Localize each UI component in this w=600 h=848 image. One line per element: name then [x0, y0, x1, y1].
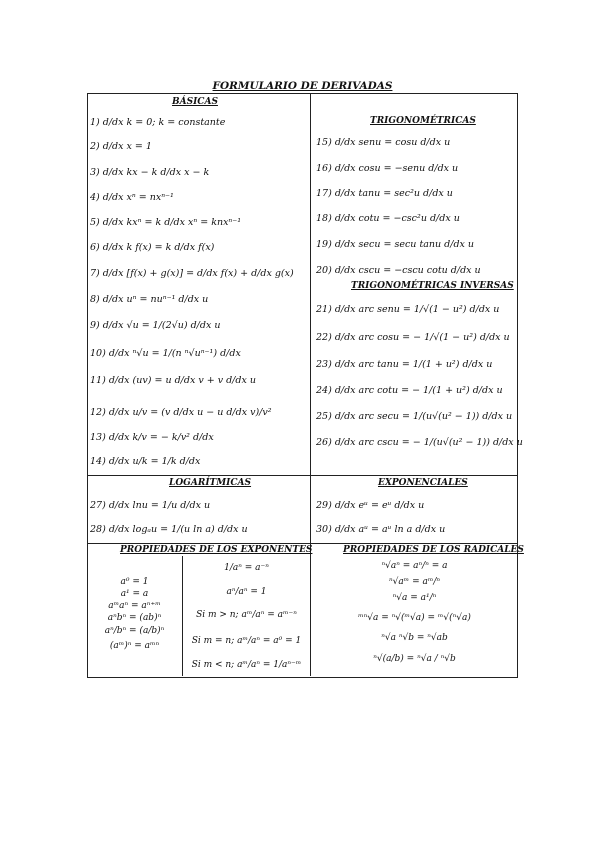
rad-prop-2: ⁿ√aᵐ = aᵐ/ⁿ: [388, 577, 441, 587]
formula-10: 10) d/dx ⁿ√u = 1/(n ⁿ√uⁿ⁻¹) d/dx: [90, 348, 241, 359]
exp-prop-10: Si m = n; aᵐ/aⁿ = a⁰ = 1: [191, 636, 302, 646]
formula-12: 12) d/dx u/v = (v d/dx u − u d/dx v)/v²: [90, 407, 272, 418]
formula-5: 5) d/dx kxⁿ = k d/dx xⁿ = knxⁿ⁻¹: [90, 217, 242, 228]
formula-7: 7) d/dx [f(x) + g(x)] = d/dx f(x) + d/dx g(x): [90, 268, 294, 279]
section-heading-basicas: BÁSICAS: [172, 97, 218, 107]
formula-11: 11) d/dx (uv) = u d/dx v + v d/dx u: [90, 375, 256, 386]
exp-prop-11: Si m < n; aᵐ/aⁿ = 1/aⁿ⁻ᵐ: [191, 660, 302, 670]
rad-prop-3: ⁿ√a = a¹/ⁿ: [392, 593, 437, 603]
formula-16: 16) d/dx cosu = −senu d/dx u: [316, 163, 459, 174]
section-heading-propiedades-exponentes: PROPIEDADES DE LOS EXPONENTES: [120, 545, 313, 555]
exp-prop-9: Si m > n; aᵐ/aⁿ = aᵐ⁻ⁿ: [196, 610, 297, 620]
exp-prop-7: 1/aⁿ = a⁻ⁿ: [224, 563, 269, 573]
formula-1: 1) d/dx k = 0; k = constante: [90, 117, 226, 128]
exp-prop-2: a¹ = a: [120, 589, 149, 599]
formula-20: 20) d/dx cscu = −cscu cotu d/dx u: [316, 265, 481, 276]
formula-17: 17) d/dx tanu = sec²u d/dx u: [316, 188, 453, 199]
section-heading-propiedades-radicales: PROPIEDADES DE LOS RADICALES: [343, 545, 524, 555]
section-heading-logaritmicas: LOGARÍTMICAS: [169, 478, 252, 488]
formula-2: 2) d/dx x = 1: [90, 141, 152, 152]
page-title: FORMULARIO DE DERIVADAS: [212, 80, 393, 92]
formula-9: 9) d/dx √u = 1/(2√u) d/dx u: [90, 320, 221, 331]
formula-8: 8) d/dx uⁿ = nuⁿ⁻¹ d/dx u: [90, 294, 209, 305]
exp-prop-4: aⁿbⁿ = (ab)ⁿ: [107, 613, 162, 623]
rad-prop-4: ᵐⁿ√a = ⁿ√(ᵐ√a) = ᵐ√(ⁿ√a): [358, 613, 471, 623]
section-heading-exponenciales: EXPONENCIALES: [378, 478, 468, 488]
exp-prop-1: a⁰ = 1: [120, 577, 149, 587]
formula-13: 13) d/dx k/v = − k/v² d/dx: [90, 432, 214, 443]
formula-26: 26) d/dx arc cscu = − 1/(u√(u² − 1)) d/dx u: [316, 437, 523, 448]
exp-prop-5: aⁿ/bⁿ = (a/b)ⁿ: [104, 626, 165, 636]
divider-horizontal-1: [87, 475, 518, 476]
rad-prop-5: ⁿ√a ⁿ√b = ⁿ√ab: [381, 633, 448, 643]
formula-18: 18) d/dx cotu = −csc²u d/dx u: [316, 213, 460, 224]
exp-prop-8: aⁿ/aⁿ = 1: [226, 587, 267, 597]
section-heading-trigonometricas: TRIGONOMÉTRICAS: [370, 116, 476, 126]
rad-prop-1: ⁿ√aⁿ = aⁿ/ⁿ = a: [381, 561, 448, 571]
exp-prop-6: (aᵐ)ⁿ = aᵐⁿ: [109, 641, 160, 651]
formula-22: 22) d/dx arc cosu = − 1/√(1 − u²) d/dx u: [316, 332, 510, 343]
formula-6: 6) d/dx k f(x) = k d/dx f(x): [90, 242, 215, 253]
formula-21: 21) d/dx arc senu = 1/√(1 − u²) d/dx u: [316, 304, 500, 315]
divider-vertical-main: [310, 93, 311, 676]
formula-sheet: [87, 80, 524, 677]
formula-25: 25) d/dx arc secu = 1/(u√(u² − 1)) d/dx u: [316, 411, 513, 422]
exp-prop-3: aᵐaⁿ = aⁿ⁺ᵐ: [108, 601, 161, 611]
section-heading-trigonometricas-inversas: TRIGONOMÉTRICAS INVERSAS: [351, 281, 514, 291]
formula-14: 14) d/dx u/k = 1/k d/dx: [90, 456, 201, 467]
formula-4: 4) d/dx xⁿ = nxⁿ⁻¹: [90, 192, 174, 203]
formula-27: 27) d/dx lnu = 1/u d/dx u: [90, 500, 211, 511]
formula-15: 15) d/dx senu = cosu d/dx u: [316, 137, 451, 148]
rad-prop-6: ⁿ√(a/b) = ⁿ√a / ⁿ√b: [373, 654, 456, 664]
formula-28: 28) d/dx logₐu = 1/(u ln a) d/dx u: [90, 524, 248, 535]
formula-24: 24) d/dx arc cotu = − 1/(1 + u²) d/dx u: [316, 385, 503, 396]
formula-29: 29) d/dx eᵘ = eᵘ d/dx u: [316, 500, 425, 511]
formula-19: 19) d/dx secu = secu tanu d/dx u: [316, 239, 475, 250]
formula-30: 30) d/dx aᵘ = aᵘ ln a d/dx u: [316, 524, 446, 535]
formula-23: 23) d/dx arc tanu = 1/(1 + u²) d/dx u: [316, 359, 493, 370]
divider-horizontal-2: [87, 543, 518, 544]
formula-3: 3) d/dx kx − k d/dx x − k: [90, 167, 210, 178]
